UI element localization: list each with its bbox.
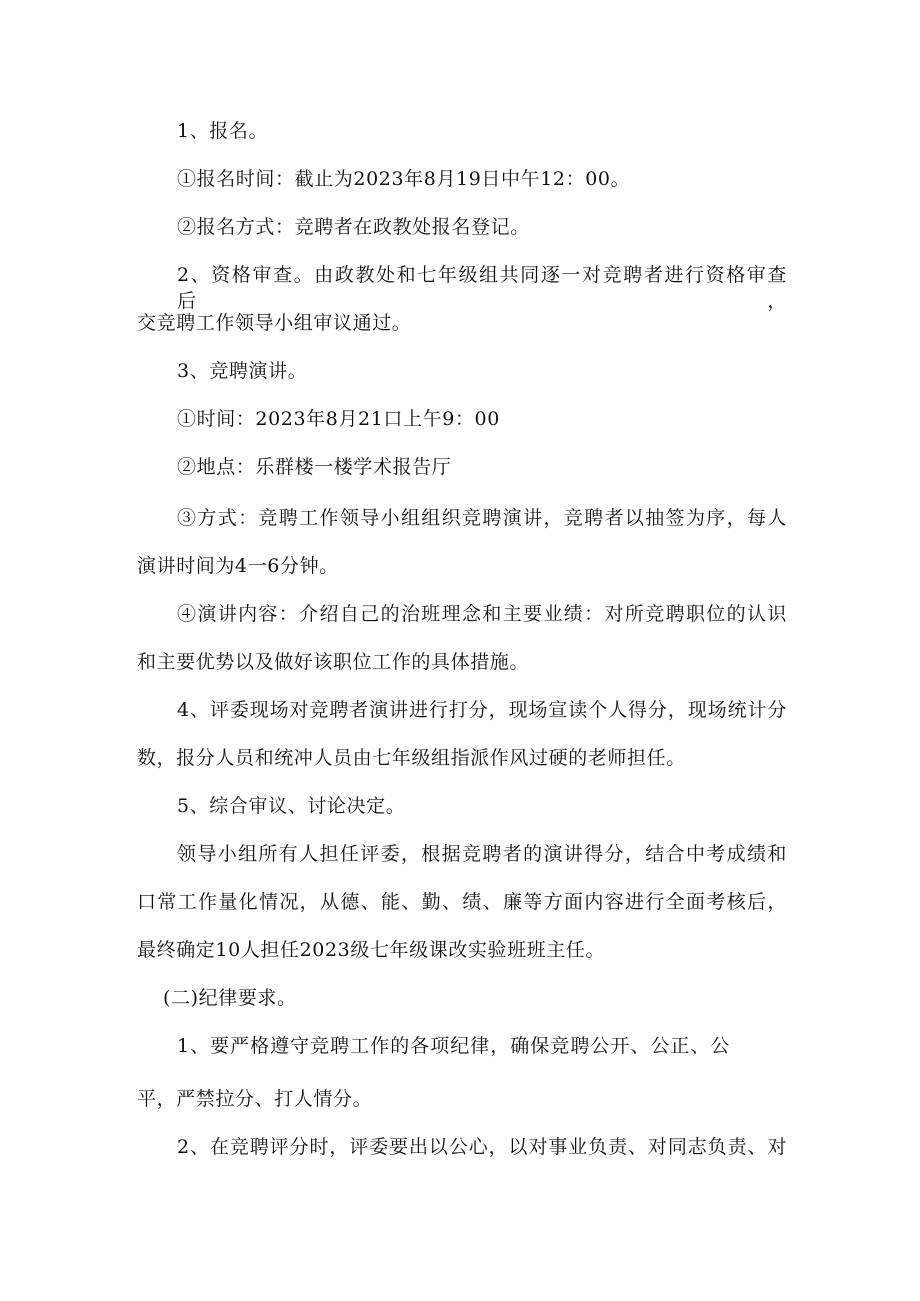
text-line: ②报名方式：竞聘者在政教处报名登记。 [177, 216, 530, 238]
text-line: 2、在竞聘评分时，评委要出以公心，以对事业负责、对同志负责、对 [177, 1136, 787, 1158]
text-line: 交竞聘工作领导小组审议通过。 [137, 312, 412, 334]
text-line: ①报名时间：截止为2023年8月19日中午12：00。 [177, 168, 631, 190]
section-heading: (二)纪律要求。 [163, 987, 297, 1009]
text-line: ①时间：2023年8月21口上午9：00 [177, 408, 500, 430]
text-line: ④演讲内容：介绍自己的治班理念和主要业绩：对所竞聘职位的认识 [177, 603, 787, 625]
text-line: 最终确定10人担任2023级七年级课改实验班班主任。 [137, 939, 606, 961]
text-line: 演讲时间为4一6分钟。 [137, 555, 339, 577]
text-line: ②地点：乐群楼一楼学术报告厅 [177, 456, 452, 478]
text-line: 3、竞聘演讲。 [177, 360, 308, 382]
text-line: 口常工作量化情况，从德、能、勤、绩、廉等方面内容进行全面考核后， [137, 891, 787, 913]
text-line: 4、评委现场对竞聘者演讲进行打分，现场宣读个人得分，现场统计分 [177, 699, 787, 721]
text-line: 1、要严格遵守竞聘工作的各项纪律，确保竞聘公开、公正、公 [177, 1035, 730, 1057]
text-line: 数，报分人员和统冲人员由七年级组指派作风过硬的老师担任。 [137, 747, 686, 769]
text-line: ③方式：竞聘工作领导小组组织竞聘演讲，竞聘者以抽签为序，每人 [177, 507, 787, 529]
text-line: 领导小组所有人担任评委，根据竞聘者的演讲得分，结合中考成绩和 [177, 843, 787, 865]
text-line: 5、综合审议、讨论决定。 [177, 795, 406, 817]
text-line: 1、报名。 [177, 120, 269, 142]
text-line: 平，严禁拉分、打人情分。 [137, 1088, 373, 1110]
text-line: 和主要优势以及做好该职位工作的具体措施。 [137, 651, 530, 673]
text-line: 2、资格审查。由政教处和七年级组共同逐一对竞聘者进行资格审查后， [177, 264, 787, 312]
